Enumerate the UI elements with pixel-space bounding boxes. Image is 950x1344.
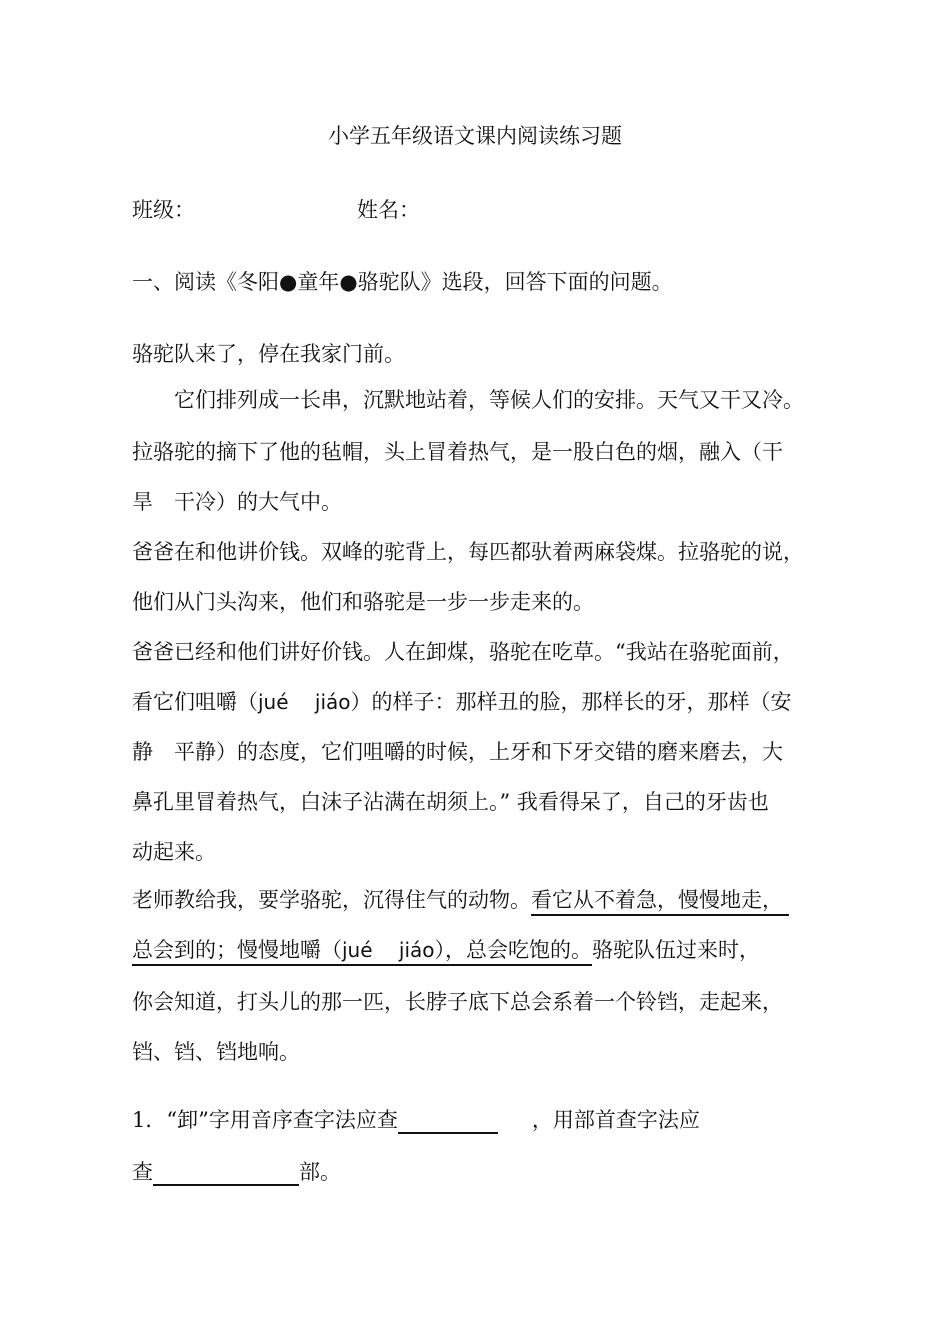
pinyin-choice: jué jiáo — [342, 938, 435, 962]
question-text: 查 — [132, 1160, 153, 1184]
passage-text: 骆驼队伍过来时， — [592, 938, 760, 962]
passage-line — [132, 936, 760, 964]
question-1-cont — [132, 1158, 341, 1186]
passage-line: 骆驼队来了，停在我家门前。 — [132, 342, 405, 366]
class-label: 班级： — [132, 198, 195, 222]
passage-text: ）的样子：那样丑的脸，那样长的牙，那样（安 — [350, 690, 792, 714]
passage-line: 鼻孔里冒着热气，白沫子沾满在胡须上。” 我看得呆了，自己的牙齿也 — [132, 790, 769, 814]
passage-line: 他们从门头沟来，他们和骆驼是一步一步走来的。 — [132, 590, 594, 614]
underlined-text: ），总会吃饱的。 — [434, 938, 592, 962]
section-heading: 一、阅读《冬阳●童年●骆驼队》选段，回答下面的问题。 — [132, 270, 673, 294]
passage-line: 你会知道，打头儿的那一匹，长脖子底下总会系着一个铃铛，走起来， — [132, 990, 783, 1014]
underlined-text: 总会到的；慢慢地嚼（ — [132, 938, 342, 962]
passage-line: 它们排列成一长串，沉默地站着，等候人们的安排。天气又干又冷。 — [174, 388, 804, 412]
question-text: ，用部首查字法应 — [531, 1108, 700, 1132]
passage-line: 动起来。 — [132, 840, 216, 864]
passage-line: 拉骆驼的摘下了他的毡帽，头上冒着热气，是一股白色的烟，融入（干 — [132, 440, 783, 464]
passage-line — [132, 886, 789, 914]
underlined-sentence — [132, 938, 592, 966]
question-text: “卸”字用音序查字法应查 — [166, 1108, 398, 1132]
pinyin-choice: jué jiáo — [258, 690, 351, 714]
name-label: 姓名： — [357, 198, 420, 222]
underlined-sentence: 看它从不着急，慢慢地走， — [531, 888, 789, 916]
question-number: 1． — [132, 1108, 167, 1132]
passage-text: 看它们咀嚼（ — [132, 690, 258, 714]
passage-line: 旱 干冷）的大气中。 — [132, 490, 342, 514]
passage-line: 铛、铛、铛地响。 — [132, 1040, 300, 1064]
question-text: 部。 — [299, 1160, 341, 1184]
page-title: 小学五年级语文课内阅读练习题 — [328, 124, 622, 148]
answer-blank-radical[interactable] — [153, 1158, 299, 1186]
passage-line: 爸爸在和他讲价钱。双峰的驼背上，每匹都驮着两麻袋煤。拉骆驼的说， — [132, 540, 804, 564]
question-1 — [132, 1106, 700, 1134]
passage-line: 爸爸已经和他们讲好价钱。人在卸煤，骆驼在吃草。“我站在骆驼面前， — [132, 640, 794, 664]
passage-text: 老师教给我，要学骆驼，沉得住气的动物。 — [132, 888, 531, 912]
answer-blank-letter[interactable] — [398, 1106, 498, 1134]
passage-line — [132, 688, 792, 716]
passage-line: 静 平静）的态度，它们咀嚼的时候，上牙和下牙交错的磨来磨去，大 — [132, 740, 783, 764]
student-info-row — [132, 196, 420, 224]
